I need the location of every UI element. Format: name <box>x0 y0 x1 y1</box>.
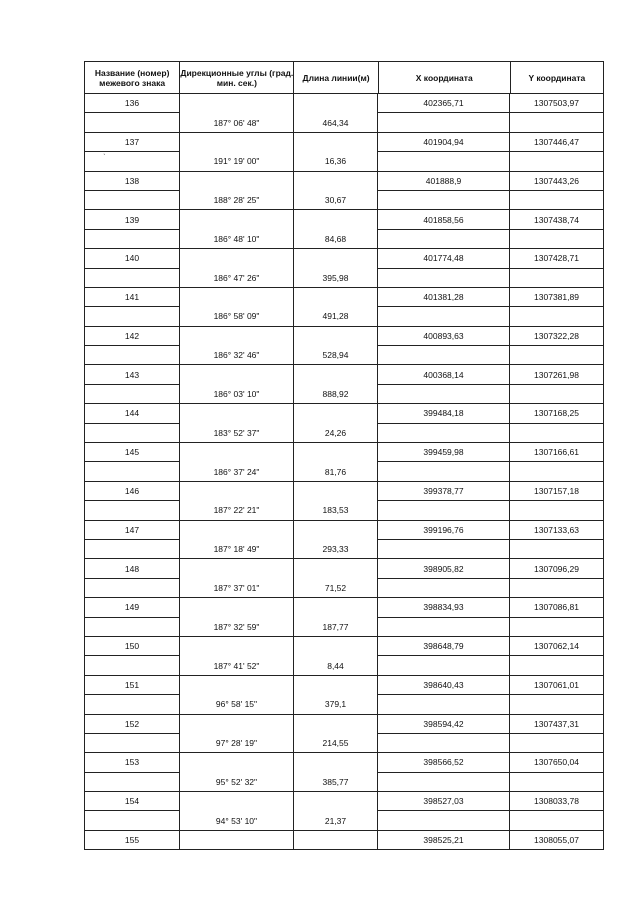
table-row-segment <box>85 113 603 132</box>
row-length-empty <box>294 521 378 540</box>
table-row <box>85 637 603 656</box>
row-angle: 186° 03' 10" <box>180 385 294 404</box>
row-length-empty <box>294 133 378 152</box>
row-angle: 191° 19' 00" <box>180 152 294 171</box>
header-x: X координата <box>379 62 511 93</box>
row-x: 398594,42 <box>378 715 510 734</box>
row-angle-empty <box>180 753 294 772</box>
segment-y-empty <box>510 346 603 365</box>
segment-name-empty <box>85 811 180 830</box>
table-row-segment <box>85 579 603 598</box>
row-length: 464,34 <box>294 113 378 132</box>
row-angle: 186° 58' 09" <box>180 307 294 326</box>
segment-name-empty <box>85 385 180 404</box>
row-angle-empty <box>180 676 294 695</box>
row-angle: 97° 28' 19" <box>180 734 294 753</box>
segment-name-empty <box>85 191 180 210</box>
row-y: 1307438,74 <box>510 210 603 229</box>
row-name: 154 <box>85 792 180 811</box>
segment-x-empty <box>378 307 510 326</box>
table-row-segment <box>85 230 603 249</box>
row-length-empty <box>294 559 378 578</box>
segment-x-empty <box>378 579 510 598</box>
row-angle-empty <box>180 365 294 384</box>
table-row <box>85 521 603 540</box>
row-name: 138 <box>85 172 180 191</box>
segment-y-empty <box>510 773 603 792</box>
row-length-empty <box>294 482 378 501</box>
segment-name-empty <box>85 734 180 753</box>
row-x: 399459,98 <box>378 443 510 462</box>
row-name: 137 <box>85 133 180 152</box>
row-angle-empty <box>180 443 294 462</box>
row-angle: 183° 52' 37" <box>180 424 294 443</box>
row-angle-empty <box>180 715 294 734</box>
segment-name-empty <box>85 269 180 288</box>
row-length-empty <box>294 210 378 229</box>
table-row-segment <box>85 734 603 753</box>
table-row <box>85 404 603 423</box>
row-length: 16,36 <box>294 152 378 171</box>
table-body <box>85 94 603 850</box>
table-row-segment <box>85 191 603 210</box>
row-x: 398834,93 <box>378 598 510 617</box>
row-length: 183,53 <box>294 501 378 520</box>
table-row-segment <box>85 811 603 830</box>
row-x: 398648,79 <box>378 637 510 656</box>
segment-y-empty <box>510 811 603 830</box>
row-length-empty <box>294 443 378 462</box>
row-length-empty <box>294 598 378 617</box>
segment-y-empty <box>510 191 603 210</box>
row-length-empty <box>294 288 378 307</box>
row-angle: 187° 37' 01" <box>180 579 294 598</box>
row-length: 71,52 <box>294 579 378 598</box>
row-angle: 186° 37' 24" <box>180 462 294 481</box>
row-x: 401774,48 <box>378 249 510 268</box>
row-angle-empty <box>180 172 294 191</box>
row-length: 24,26 <box>294 424 378 443</box>
row-x: 400893,63 <box>378 327 510 346</box>
row-angle-empty <box>180 288 294 307</box>
row-angle-empty <box>180 521 294 540</box>
row-length-empty <box>294 327 378 346</box>
row-angle-empty <box>180 831 294 850</box>
row-angle-empty <box>180 404 294 423</box>
row-name: 143 <box>85 365 180 384</box>
row-x: 398525,21 <box>378 831 510 850</box>
stray-mark: ˋ <box>103 153 106 162</box>
row-angle-empty <box>180 133 294 152</box>
segment-x-empty <box>378 230 510 249</box>
row-y: 1307168,25 <box>510 404 603 423</box>
header-length: Длина линии(м) <box>294 62 378 93</box>
row-angle: 187° 41' 52" <box>180 656 294 675</box>
row-length: 395,98 <box>294 269 378 288</box>
segment-y-empty <box>510 462 603 481</box>
segment-y-empty <box>510 540 603 559</box>
segment-name-empty <box>85 113 180 132</box>
table-row <box>85 676 603 695</box>
row-length-empty <box>294 637 378 656</box>
row-angle-empty <box>180 94 294 113</box>
table-row-segment <box>85 695 603 714</box>
row-name: 145 <box>85 443 180 462</box>
row-length: 385,77 <box>294 773 378 792</box>
table-row-segment <box>85 656 603 675</box>
row-name: 151 <box>85 676 180 695</box>
row-y: 1307428,71 <box>510 249 603 268</box>
row-length: 30,67 <box>294 191 378 210</box>
row-length-empty <box>294 676 378 695</box>
row-name: 153 <box>85 753 180 772</box>
segment-y-empty <box>510 152 603 171</box>
row-length-empty <box>294 792 378 811</box>
row-angle: 187° 32' 59" <box>180 618 294 637</box>
row-y: 1307446,47 <box>510 133 603 152</box>
row-length: 379,1 <box>294 695 378 714</box>
segment-y-empty <box>510 579 603 598</box>
row-length-empty <box>294 172 378 191</box>
row-angle: 187° 22' 21" <box>180 501 294 520</box>
row-length-empty <box>294 404 378 423</box>
row-y: 1307157,18 <box>510 482 603 501</box>
segment-name-empty <box>85 773 180 792</box>
table-row <box>85 210 603 229</box>
table-row-segment <box>85 462 603 481</box>
row-y: 1307086,81 <box>510 598 603 617</box>
row-y: 1307381,89 <box>510 288 603 307</box>
row-x: 398566,52 <box>378 753 510 772</box>
table-row <box>85 559 603 578</box>
row-angle: 187° 06' 48" <box>180 113 294 132</box>
segment-name-empty <box>85 462 180 481</box>
header-name: Название (номер) межевого знака <box>85 62 180 93</box>
row-y: 1308033,78 <box>510 792 603 811</box>
row-length: 81,76 <box>294 462 378 481</box>
row-y: 1307437,31 <box>510 715 603 734</box>
table-row <box>85 94 603 113</box>
row-y: 1307166,61 <box>510 443 603 462</box>
segment-y-empty <box>510 113 603 132</box>
segment-x-empty <box>378 540 510 559</box>
row-length-empty <box>294 831 378 850</box>
row-name: 149 <box>85 598 180 617</box>
segment-x-empty <box>378 618 510 637</box>
segment-x-empty <box>378 191 510 210</box>
row-x: 402365,71 <box>378 94 510 113</box>
table-row-segment <box>85 773 603 792</box>
row-x: 401888,9 <box>378 172 510 191</box>
row-length-empty <box>294 715 378 734</box>
row-length-empty <box>294 94 378 113</box>
segment-x-empty <box>378 152 510 171</box>
table-row <box>85 288 603 307</box>
segment-name-empty <box>85 579 180 598</box>
table-row-segment <box>85 618 603 637</box>
row-y: 1307062,14 <box>510 637 603 656</box>
segment-x-empty <box>378 385 510 404</box>
row-name: 147 <box>85 521 180 540</box>
row-name: 155 <box>85 831 180 850</box>
row-angle-empty <box>180 327 294 346</box>
table-row-segment <box>85 152 603 171</box>
row-angle: 186° 47' 26" <box>180 269 294 288</box>
table-row <box>85 327 603 346</box>
row-y: 1307503,97 <box>510 94 603 113</box>
boundary-coordinates-table <box>84 61 604 850</box>
segment-name-empty <box>85 656 180 675</box>
segment-x-empty <box>378 269 510 288</box>
row-angle: 94° 53' 10" <box>180 811 294 830</box>
segment-x-empty <box>378 113 510 132</box>
segment-name-empty <box>85 346 180 365</box>
table-row-segment <box>85 269 603 288</box>
row-length: 187,77 <box>294 618 378 637</box>
row-y: 1308055,07 <box>510 831 603 850</box>
row-x: 399378,77 <box>378 482 510 501</box>
table-row <box>85 249 603 268</box>
table-row-segment <box>85 385 603 404</box>
table-row-segment <box>85 501 603 520</box>
row-length: 214,55 <box>294 734 378 753</box>
row-angle-empty <box>180 559 294 578</box>
row-y: 1307133,63 <box>510 521 603 540</box>
segment-name-empty <box>85 501 180 520</box>
segment-x-empty <box>378 695 510 714</box>
row-length: 293,33 <box>294 540 378 559</box>
table-row <box>85 443 603 462</box>
segment-name-empty <box>85 307 180 326</box>
header-angles: Дирекционные углы (град. мин. сек.) <box>180 62 294 93</box>
segment-y-empty <box>510 385 603 404</box>
row-name: 150 <box>85 637 180 656</box>
row-angle: 186° 32' 46" <box>180 346 294 365</box>
segment-y-empty <box>510 501 603 520</box>
table-row <box>85 172 603 191</box>
segment-y-empty <box>510 424 603 443</box>
row-length-empty <box>294 365 378 384</box>
row-x: 399484,18 <box>378 404 510 423</box>
segment-y-empty <box>510 734 603 753</box>
row-x: 399196,76 <box>378 521 510 540</box>
row-angle-empty <box>180 249 294 268</box>
row-name: 139 <box>85 210 180 229</box>
row-length: 21,37 <box>294 811 378 830</box>
segment-x-empty <box>378 773 510 792</box>
row-y: 1307061,01 <box>510 676 603 695</box>
row-y: 1307322,28 <box>510 327 603 346</box>
segment-name-empty <box>85 230 180 249</box>
table-row-segment <box>85 540 603 559</box>
segment-y-empty <box>510 230 603 249</box>
header-y: Y координата <box>528 72 586 83</box>
segment-y-empty <box>510 695 603 714</box>
row-x: 398527,03 <box>378 792 510 811</box>
table-row-segment <box>85 346 603 365</box>
row-name: 144 <box>85 404 180 423</box>
row-name: 142 <box>85 327 180 346</box>
table-row <box>85 365 603 384</box>
row-x: 401381,28 <box>378 288 510 307</box>
segment-x-empty <box>378 656 510 675</box>
table-row <box>85 753 603 772</box>
row-x: 400368,14 <box>378 365 510 384</box>
row-length: 491,28 <box>294 307 378 326</box>
row-name: 140 <box>85 249 180 268</box>
segment-y-empty <box>510 269 603 288</box>
row-angle-empty <box>180 210 294 229</box>
row-name: 152 <box>85 715 180 734</box>
table-row <box>85 831 603 850</box>
row-angle: 188° 28' 25" <box>180 191 294 210</box>
segment-name-empty <box>85 618 180 637</box>
row-y: 1307650,04 <box>510 753 603 772</box>
row-name: 136 <box>85 94 180 113</box>
segment-y-empty <box>510 618 603 637</box>
table-row <box>85 715 603 734</box>
row-x: 401858,56 <box>378 210 510 229</box>
row-length: 8,44 <box>294 656 378 675</box>
segment-x-empty <box>378 346 510 365</box>
row-name: 146 <box>85 482 180 501</box>
table-row-segment <box>85 424 603 443</box>
row-length-empty <box>294 249 378 268</box>
row-x: 401904,94 <box>378 133 510 152</box>
segment-x-empty <box>378 462 510 481</box>
row-angle: 187° 18' 49" <box>180 540 294 559</box>
segment-x-empty <box>378 501 510 520</box>
row-angle-empty <box>180 637 294 656</box>
row-length: 84,68 <box>294 230 378 249</box>
segment-name-empty <box>85 424 180 443</box>
table-row <box>85 482 603 501</box>
row-y: 1307096,29 <box>510 559 603 578</box>
table-row <box>85 792 603 811</box>
row-name: 141 <box>85 288 180 307</box>
segment-name-empty <box>85 540 180 559</box>
row-name: 148 <box>85 559 180 578</box>
row-y: 1307443,26 <box>510 172 603 191</box>
row-angle: 186° 48' 10" <box>180 230 294 249</box>
segment-name-empty <box>85 695 180 714</box>
table-row <box>85 598 603 617</box>
row-angle-empty <box>180 598 294 617</box>
row-angle: 96° 58' 15" <box>180 695 294 714</box>
segment-x-empty <box>378 424 510 443</box>
table-row <box>85 133 603 152</box>
table-row-segment <box>85 307 603 326</box>
row-x: 398905,82 <box>378 559 510 578</box>
segment-x-empty <box>378 734 510 753</box>
row-x: 398640,43 <box>378 676 510 695</box>
row-angle-empty <box>180 482 294 501</box>
row-angle-empty <box>180 792 294 811</box>
table-header <box>85 62 603 94</box>
segment-x-empty <box>378 811 510 830</box>
row-length-empty <box>294 753 378 772</box>
row-y: 1307261,98 <box>510 365 603 384</box>
row-length: 528,94 <box>294 346 378 365</box>
segment-y-empty <box>510 307 603 326</box>
row-length: 888,92 <box>294 385 378 404</box>
segment-name-empty <box>85 152 180 171</box>
row-angle: 95° 52' 32" <box>180 773 294 792</box>
segment-y-empty <box>510 656 603 675</box>
